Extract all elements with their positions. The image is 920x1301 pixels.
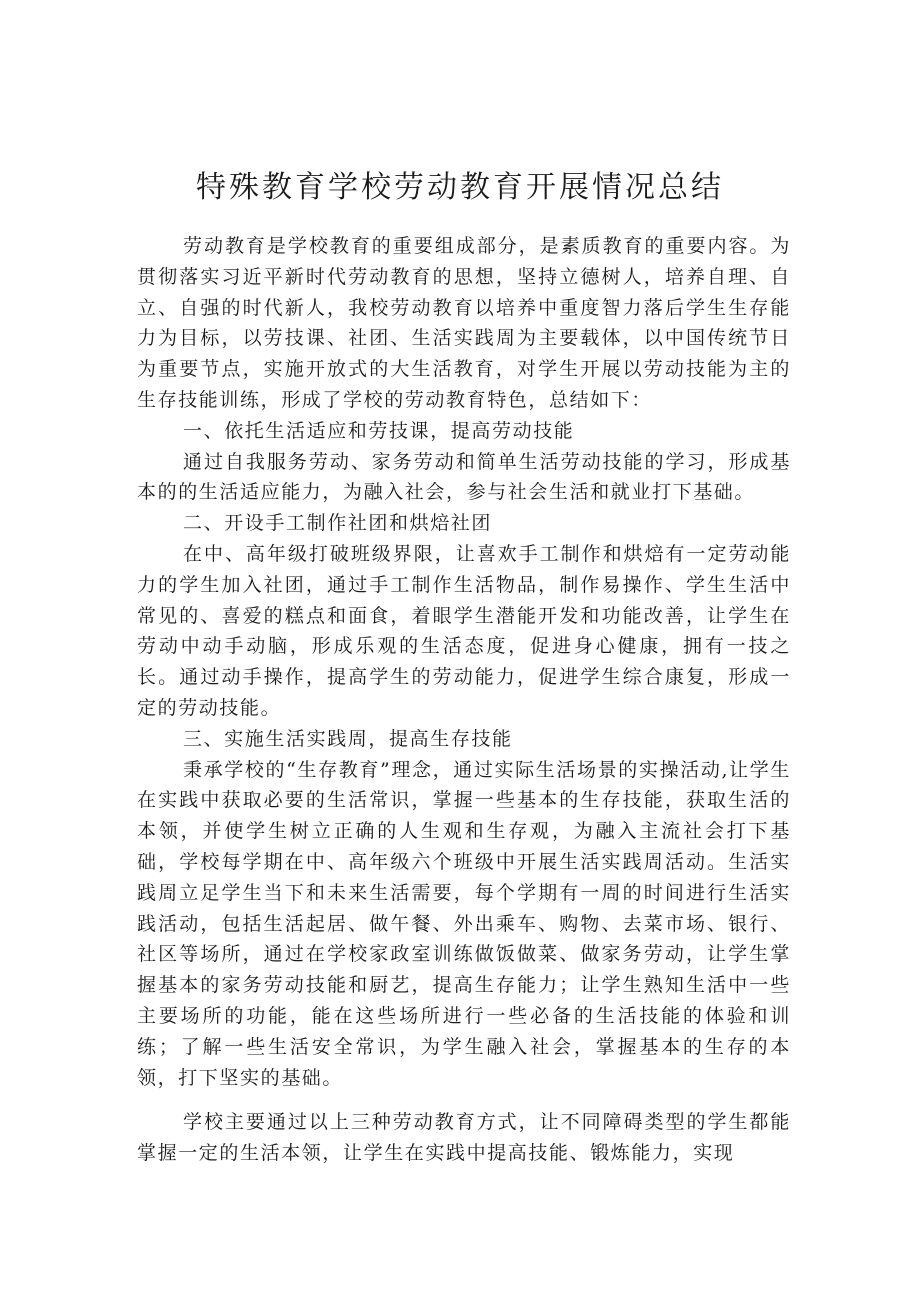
paragraph-section-3: 秉承学校的“生存教育”理念，通过实际生活场景的实操活动,让学生在实践中获取必要的生活常识，掌握一些基本的生存技能，获取生活的本领，并使学生树立正确的人生观和生存观，为融入主流社会打下基础，学校每学期在中、高年级六个班级中开展生活实践周活动。生活实践周立足学生当下和未来生活需要，每个学期有一周的时间进行生活实践活动，包括生活起居、做午餐、外出乘车、购物、去菜市场、银行、社区等场所，通过在学校家政室训练做饭做菜、做家务劳动，让学生掌握基本的家务劳动技能和厨艺，提高生存能力；让学生熟知生活中一些主要场所的功能，能在这些场所进行一些必备的生活技能的体验和训练；了解一些生活安全常识，为学生融入社会，掌握基本的生存的本领，打下坚实的基础。 [137,758,791,1089]
paragraph-conclusion: 学校主要通过以上三种劳动教育方式，让不同障碍类型的学生都能掌握一定的生活本领，让学生在实践中提高技能、锻炼能力，实现 [137,1111,791,1165]
section-heading-1: 一、依托生活适应和劳技课，提高劳动技能 [183,419,575,442]
document-title: 特殊教育学校劳动教育开展情况总结 [196,170,724,205]
paragraph-intro: 劳动教育是学校教育的重要组成部分，是素质教育的重要内容。为贯彻落实习近平新时代劳动教育的思想，坚持立德树人，培养自理、自立、自强的时代新人，我校劳动教育以培养中重度智力落后学生生存能力为目标，以劳技课、社团、生活实践周为主要载体，以中国传统节日为重要节点，实施开放式的大生活教育，对学生开展以劳动技能为主的生存技能训练，形成了学校的劳动教育特色，总结如下： [137,235,791,411]
paragraph-section-1: 通过自我服务劳动、家务劳动和简单生活劳动技能的学习，形成基本的的生活适应能力，为融入社会，参与社会生活和就业打下基础。 [137,450,791,504]
document-body [137,231,791,1169]
section-heading-3: 三、实施生活实践周，提高生存技能 [183,727,513,750]
section-heading-2: 二、开设手工制作社团和烘焙社团 [183,512,493,535]
paragraph-section-2: 在中、高年级打破班级界限，让喜欢手工制作和烘焙有一定劳动能力的学生加入社团，通过手工制作生活物品，制作易操作、学生生活中常见的、喜爱的糕点和面食，着眼学生潜能开发和功能改善，让学生在劳动中动手动脑，形成乐观的生活态度，促进身心健康，拥有一技之长。通过动手操作，提高学生的劳动能力，促进学生综合康复，形成一定的劳动技能。 [137,542,791,719]
